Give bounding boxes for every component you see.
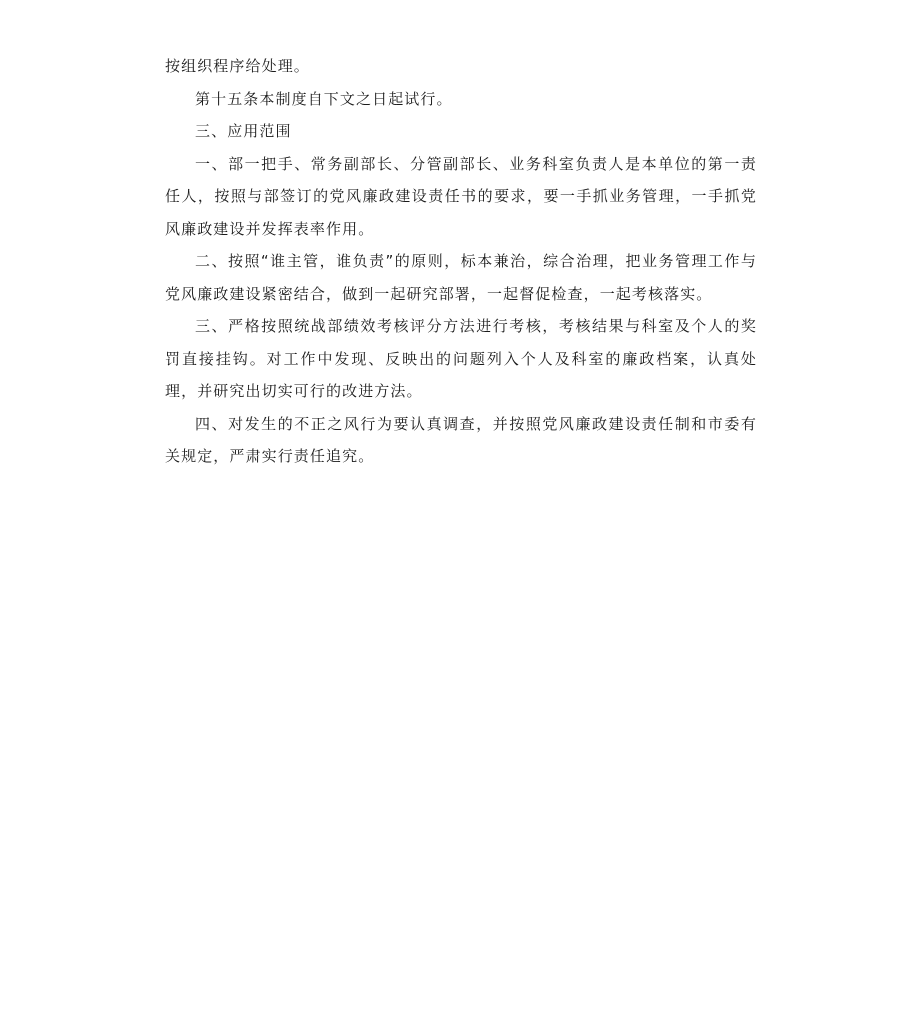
paragraph-continuation: 按组织程序给处理。 <box>165 57 310 75</box>
section-heading-scope: 三、应用范围 <box>195 122 292 140</box>
paragraph-article-15: 第十五条本制度自下文之日起试行。 <box>195 89 453 108</box>
document-body <box>165 50 757 473</box>
paragraph-item-1: 一、部一把手、常务副部长、分管副部长、业务科室负责人是本单位的第一责任人，按照与部签订的党风廉政建设责任书的要求，要一手抓业务管理，一手抓党风廉政建设并发挥表率作用。 <box>165 154 757 238</box>
paragraph-item-2: 二、按照“谁主管，谁负责”的原则，标本兼治，综合治理，把业务管理工作与党风廉政建设紧密结合，做到一起研究部署，一起督促检查，一起考核落实。 <box>165 252 757 303</box>
paragraph-item-4: 四、对发生的不正之风行为要认真调查，并按照党风廉政建设责任制和市委有关规定，严肃实行责任追究。 <box>165 414 757 465</box>
paragraph-item-3: 三、严格按照统战部绩效考核评分方法进行考核，考核结果与科室及个人的奖罚直接挂钩。对工作中发现、反映出的问题列入个人及科室的廉政档案，认真处理，并研究出切实可行的改进方法。 <box>165 317 757 400</box>
